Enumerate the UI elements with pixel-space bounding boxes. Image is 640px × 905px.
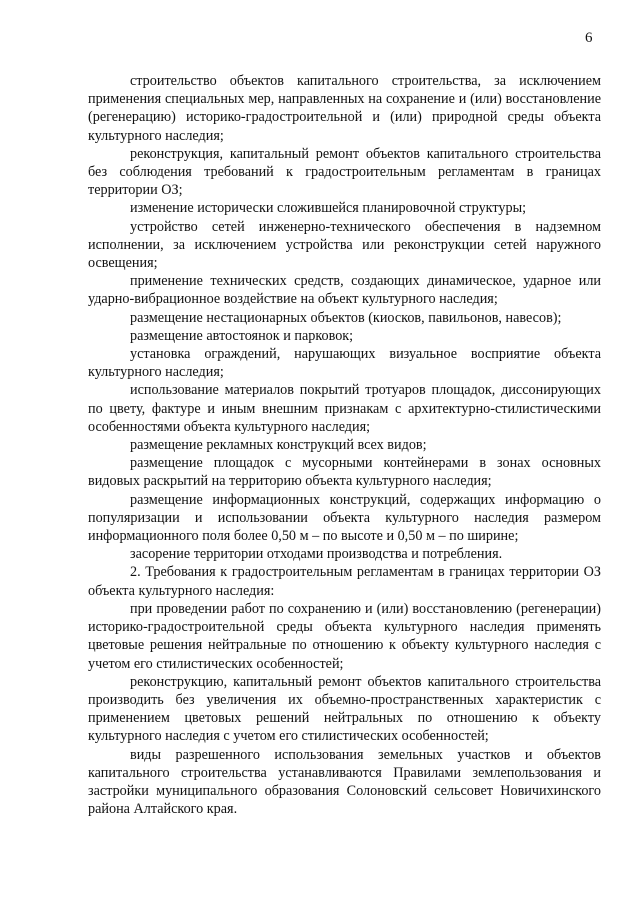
paragraph: размещение площадок с мусорными контейнерами в зонах основных видовых раскрытий на территорию объекта культурного наследия;	[88, 455, 601, 490]
paragraph: строительство объектов капитального строительства, за исключением применения специальных мер, направленных на сохранение и (или) восстановление (регенерацию) историко-градостроительной и (или) природной среды объекта культурного наследия;	[88, 73, 601, 144]
paragraph: засорение территории отходами производства и потребления.	[130, 546, 503, 563]
document-body	[88, 72, 601, 818]
paragraph: при проведении работ по сохранению и (или) восстановлению (регенерации) историко-градостроительной среды объекта культурного наследия применять цветовые решения нейтральные по отношению к объекту культурного наследия с учетом его стилистических особенностей;	[88, 600, 601, 672]
paragraph: устройство сетей инженерно-технического обеспечения в надземном исполнении, за исключением устройства или реконструкции сетей наружного освещения;	[88, 218, 601, 272]
paragraph: установка ограждений, нарушающих визуальное восприятие объекта культурного наследия;	[88, 346, 601, 381]
paragraph: применение технических средств, создающих динамическое, ударное или ударно-вибрационное воздействие на объект культурного наследия;	[88, 273, 601, 308]
paragraph: размещение рекламных конструкций всех видов;	[130, 437, 427, 454]
paragraph: реконструкция, капитальный ремонт объектов капитального строительства без соблюдения требований к градостроительным регламентам в границах территории ОЗ;	[88, 145, 601, 199]
paragraph: размещение нестационарных объектов (киосков, павильонов, навесов);	[130, 309, 562, 326]
paragraph: размещение информационных конструкций, содержащих информацию о популяризации и использовании объекта культурного наследия размером информационного поля более 0,50 м – по высоте и 0,50 м – по ширине;	[88, 491, 601, 545]
paragraph: размещение автостоянок и парковок;	[130, 327, 354, 344]
section-heading-paragraph: 2. Требования к градостроительным регламентам в границах территории ОЗ объекта культурного наследия:	[88, 564, 601, 599]
paragraph: реконструкцию, капитальный ремонт объектов капитального строительства производить без увеличения их объемно-пространственных характеристик с применением цветовых решений нейтральных по отношению к объекту культурного наследия с учетом его стилистических особенностей;	[88, 673, 601, 745]
paragraph: виды разрешенного использования земельных участков и объектов капитального строительства устанавливаются Правилами землепользования и застройки муниципального образования Солоновский сельсовет Новичихинского района Алтайского края.	[88, 746, 601, 818]
page-number: 6	[585, 30, 593, 46]
paragraph: изменение исторически сложившейся планировочной структуры;	[130, 200, 527, 217]
paragraph: использование материалов покрытий тротуаров площадок, диссонирующих по цвету, фактуре и иным внешним признакам с архитектурно-стилистическими особенностями объекта культурного наследия;	[88, 382, 601, 435]
